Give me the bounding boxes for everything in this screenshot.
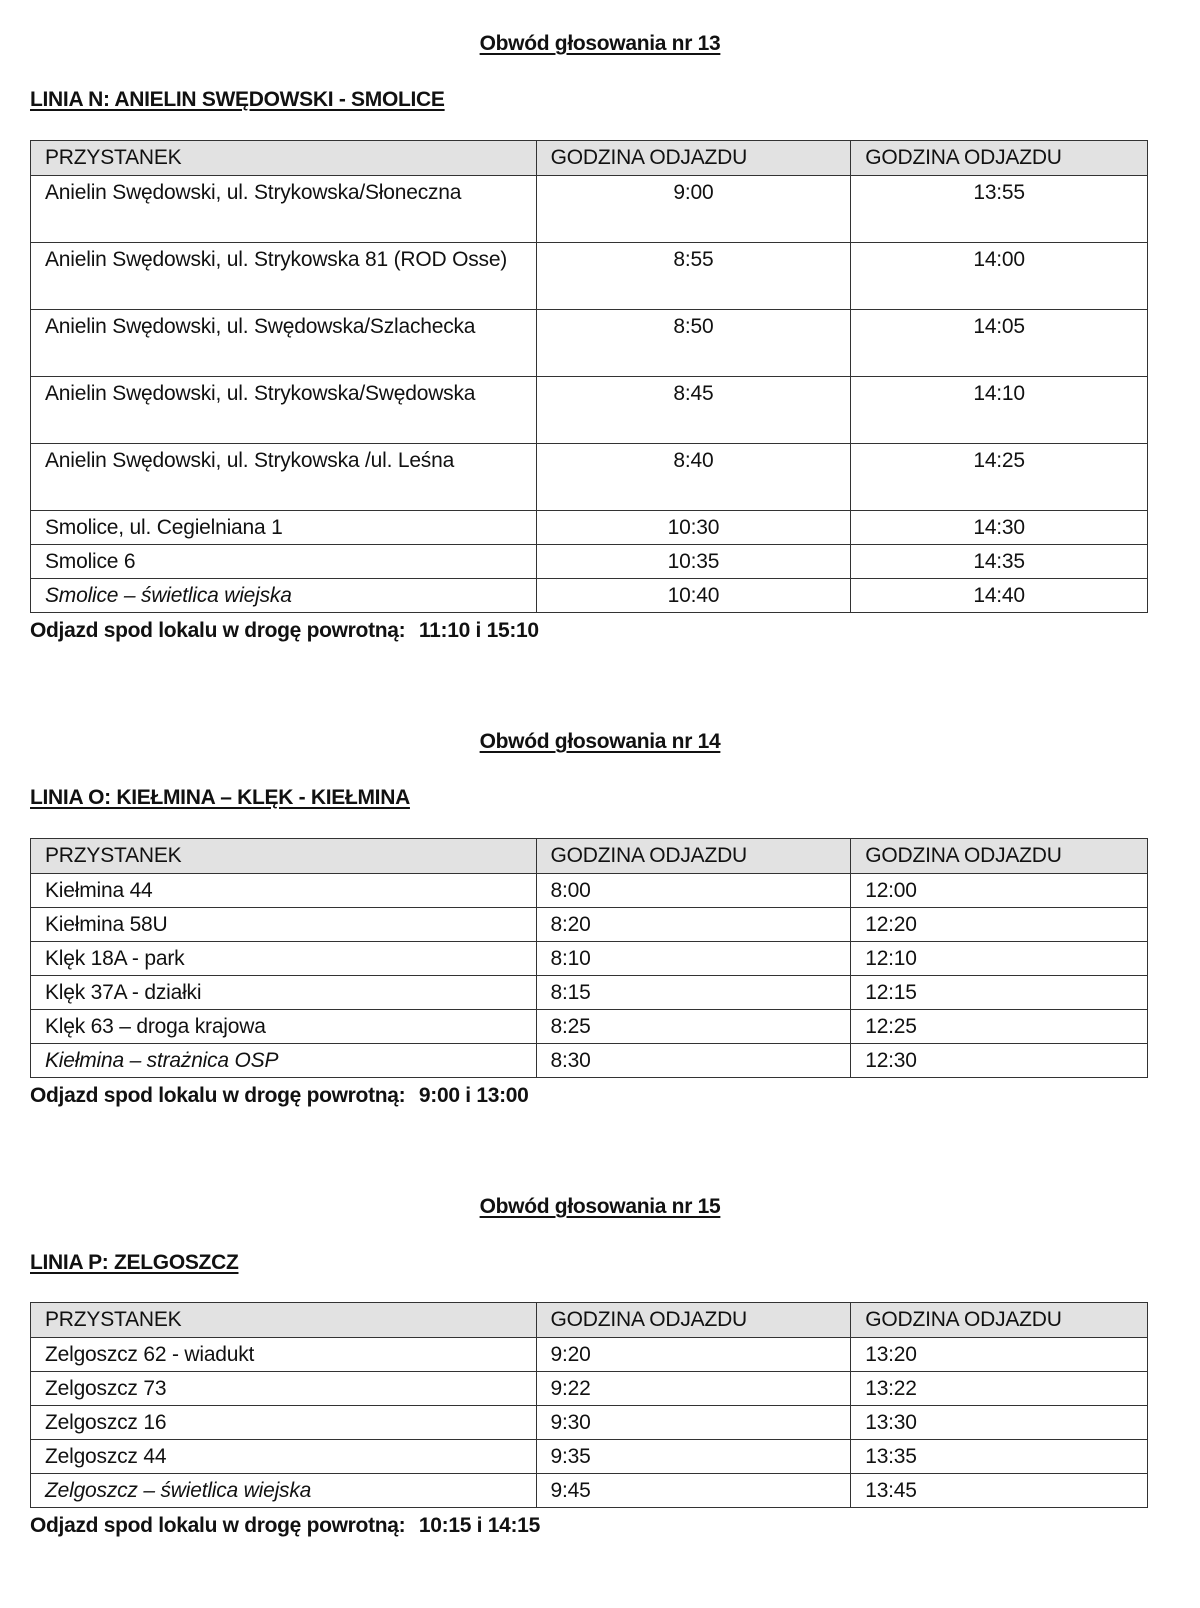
- section-title: Obwód głosowania nr 14: [479, 730, 721, 753]
- departure-time: 8:15: [536, 976, 851, 1010]
- stop-name: Zelgoszcz 62 - wiadukt: [31, 1338, 537, 1372]
- departure-time: 8:10: [536, 942, 851, 976]
- stop-name: Smolice 6: [31, 545, 537, 579]
- departure-time: 12:15: [851, 976, 1148, 1010]
- departure-time: 12:00: [851, 874, 1148, 908]
- table-row: [31, 579, 1148, 613]
- table-header-row: [31, 839, 1148, 874]
- table-row: [31, 1440, 1148, 1474]
- table-row: [31, 310, 1148, 377]
- stop-name: Zelgoszcz – świetlica wiejska: [31, 1474, 537, 1508]
- stop-name: Anielin Swędowski, ul. Strykowska /ul. Leśna: [31, 444, 537, 511]
- departure-time: 8:25: [536, 1010, 851, 1044]
- return-label: Odjazd spod lokalu w drogę powrotną:: [30, 1514, 406, 1537]
- departure-time: 8:50: [536, 310, 851, 377]
- stop-name: Anielin Swędowski, ul. Strykowska/Słoneczna: [31, 176, 537, 243]
- departure-time: 12:30: [851, 1044, 1148, 1078]
- departure-time: 14:25: [851, 444, 1148, 511]
- column-header-stop: PRZYSTANEK: [31, 141, 537, 176]
- departure-time: 14:30: [851, 511, 1148, 545]
- table-row: [31, 377, 1148, 444]
- table-row: [31, 1406, 1148, 1440]
- stop-name: Kiełmina 44: [31, 874, 537, 908]
- departure-time: 9:22: [536, 1372, 851, 1406]
- line-title: LINIA N: ANIELIN SWĘDOWSKI - SMOLICE: [30, 88, 445, 111]
- section-title: Obwód głosowania nr 13: [479, 32, 721, 55]
- table-row: [31, 1338, 1148, 1372]
- timetable: [30, 838, 1148, 1078]
- departure-time: 12:25: [851, 1010, 1148, 1044]
- column-header-stop: PRZYSTANEK: [31, 1303, 537, 1338]
- line-title: LINIA O: KIEŁMINA – KLĘK - KIEŁMINA: [30, 786, 410, 809]
- return-departure-note: [30, 1084, 529, 1108]
- table-row: [31, 1372, 1148, 1406]
- departure-time: 9:20: [536, 1338, 851, 1372]
- departure-time: 10:30: [536, 511, 851, 545]
- departure-time: 10:40: [536, 579, 851, 613]
- departure-time: 8:00: [536, 874, 851, 908]
- table-row: [31, 243, 1148, 310]
- line-title: LINIA P: ZELGOSZCZ: [30, 1251, 239, 1274]
- column-header-departure: GODZINA ODJAZDU: [536, 1303, 851, 1338]
- departure-time: 10:35: [536, 545, 851, 579]
- stop-name: Zelgoszcz 16: [31, 1406, 537, 1440]
- stop-name: Klęk 37A - działki: [31, 976, 537, 1010]
- return-departure-note: [30, 1514, 540, 1538]
- column-header-departure: GODZINA ODJAZDU: [536, 839, 851, 874]
- table-row: [31, 444, 1148, 511]
- departure-time: 13:45: [851, 1474, 1148, 1508]
- table-header-row: [31, 1303, 1148, 1338]
- table-row: [31, 1044, 1148, 1078]
- table-row: [31, 942, 1148, 976]
- stop-name: Anielin Swędowski, ul. Strykowska/Swędowska: [31, 377, 537, 444]
- stop-name: Kiełmina 58U: [31, 908, 537, 942]
- departure-time: 8:20: [536, 908, 851, 942]
- column-header-departure: GODZINA ODJAZDU: [851, 839, 1148, 874]
- table-row: [31, 1010, 1148, 1044]
- departure-time: 8:55: [536, 243, 851, 310]
- column-header-departure: GODZINA ODJAZDU: [536, 141, 851, 176]
- departure-time: 13:35: [851, 1440, 1148, 1474]
- stop-name: Kiełmina – strażnica OSP: [31, 1044, 537, 1078]
- departure-time: 14:00: [851, 243, 1148, 310]
- column-header-departure: GODZINA ODJAZDU: [851, 141, 1148, 176]
- table-row: [31, 1474, 1148, 1508]
- stop-name: Klęk 63 – droga krajowa: [31, 1010, 537, 1044]
- stop-name: Anielin Swędowski, ul. Swędowska/Szlachecka: [31, 310, 537, 377]
- departure-time: 9:00: [536, 176, 851, 243]
- departure-time: 14:35: [851, 545, 1148, 579]
- departure-time: 13:22: [851, 1372, 1148, 1406]
- departure-time: 12:20: [851, 908, 1148, 942]
- return-times: 10:15 i 14:15: [418, 1514, 540, 1537]
- stop-name: Zelgoszcz 73: [31, 1372, 537, 1406]
- departure-time: 12:10: [851, 942, 1148, 976]
- return-label: Odjazd spod lokalu w drogę powrotną:: [30, 1084, 406, 1107]
- return-times: 9:00 i 13:00: [418, 1084, 529, 1107]
- timetable: [30, 140, 1148, 613]
- departure-time: 9:35: [536, 1440, 851, 1474]
- departure-time: 14:05: [851, 310, 1148, 377]
- departure-time: 13:55: [851, 176, 1148, 243]
- column-header-departure: GODZINA ODJAZDU: [851, 1303, 1148, 1338]
- return-times: 11:10 i 15:10: [418, 619, 539, 642]
- table-row: [31, 545, 1148, 579]
- departure-time: 9:30: [536, 1406, 851, 1440]
- departure-time: 8:40: [536, 444, 851, 511]
- table-row: [31, 176, 1148, 243]
- table-header-row: [31, 141, 1148, 176]
- departure-time: 9:45: [536, 1474, 851, 1508]
- departure-time: 13:20: [851, 1338, 1148, 1372]
- timetable: [30, 1302, 1148, 1508]
- departure-time: 14:10: [851, 377, 1148, 444]
- return-label: Odjazd spod lokalu w drogę powrotną:: [30, 619, 406, 642]
- table-row: [31, 511, 1148, 545]
- table-row: [31, 976, 1148, 1010]
- table-row: [31, 874, 1148, 908]
- table-row: [31, 908, 1148, 942]
- return-departure-note: [30, 619, 539, 643]
- stop-name: Smolice, ul. Cegielniana 1: [31, 511, 537, 545]
- departure-time: 14:40: [851, 579, 1148, 613]
- column-header-stop: PRZYSTANEK: [31, 839, 537, 874]
- departure-time: 13:30: [851, 1406, 1148, 1440]
- stop-name: Smolice – świetlica wiejska: [31, 579, 537, 613]
- stop-name: Anielin Swędowski, ul. Strykowska 81 (ROD Osse): [31, 243, 537, 310]
- section-title: Obwód głosowania nr 15: [479, 1195, 721, 1218]
- stop-name: Klęk 18A - park: [31, 942, 537, 976]
- departure-time: 8:30: [536, 1044, 851, 1078]
- stop-name: Zelgoszcz 44: [31, 1440, 537, 1474]
- departure-time: 8:45: [536, 377, 851, 444]
